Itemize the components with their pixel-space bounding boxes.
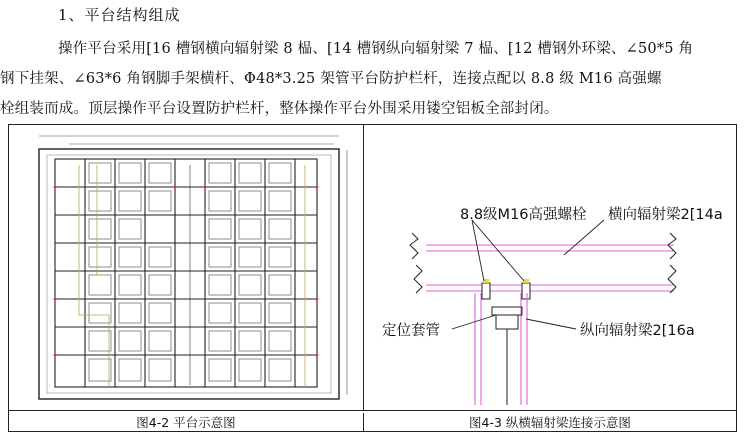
platform-plan-drawing	[9, 125, 363, 410]
figure-caption-left: 图4-2 平台示意图	[9, 413, 364, 432]
figure-caption-right: 图4-3 纵横辐射梁连接示意图	[469, 415, 631, 430]
beam-connection-drawing	[364, 125, 736, 410]
body-paragraph	[0, 34, 745, 124]
beam-connection-figure	[364, 125, 736, 410]
longitudinal-beam-label: 纵向辐射梁2[16a	[580, 323, 695, 339]
platform-plan-figure	[9, 125, 364, 410]
caption-row	[9, 410, 736, 432]
figure-table	[8, 124, 737, 432]
bolt-label: 8.8级M16高强螺栓	[460, 207, 587, 223]
section-title: 1、平台结构组成	[58, 6, 181, 24]
paragraph-line: 钢下挂架、∠63*6 角钢脚手架横杆、Φ48*3.25 架管平台防护栏杆，连接点配以 8.8 级 M16 高强螺	[0, 71, 662, 87]
sleeve-label: 定位套管	[382, 323, 440, 339]
paragraph-line: 操作平台采用[16 槽钢横向辐射梁 8 榀、[14 槽钢纵向辐射梁 7 榀、[12 槽钢外环梁、∠50*5 角	[58, 41, 694, 57]
paragraph-line: 栓组装而成。顶层操作平台设置防护栏杆，整体操作平台外围采用镂空铝板全部封闭。	[0, 101, 559, 117]
transverse-beam-label: 横向辐射梁2[14a	[608, 207, 723, 223]
